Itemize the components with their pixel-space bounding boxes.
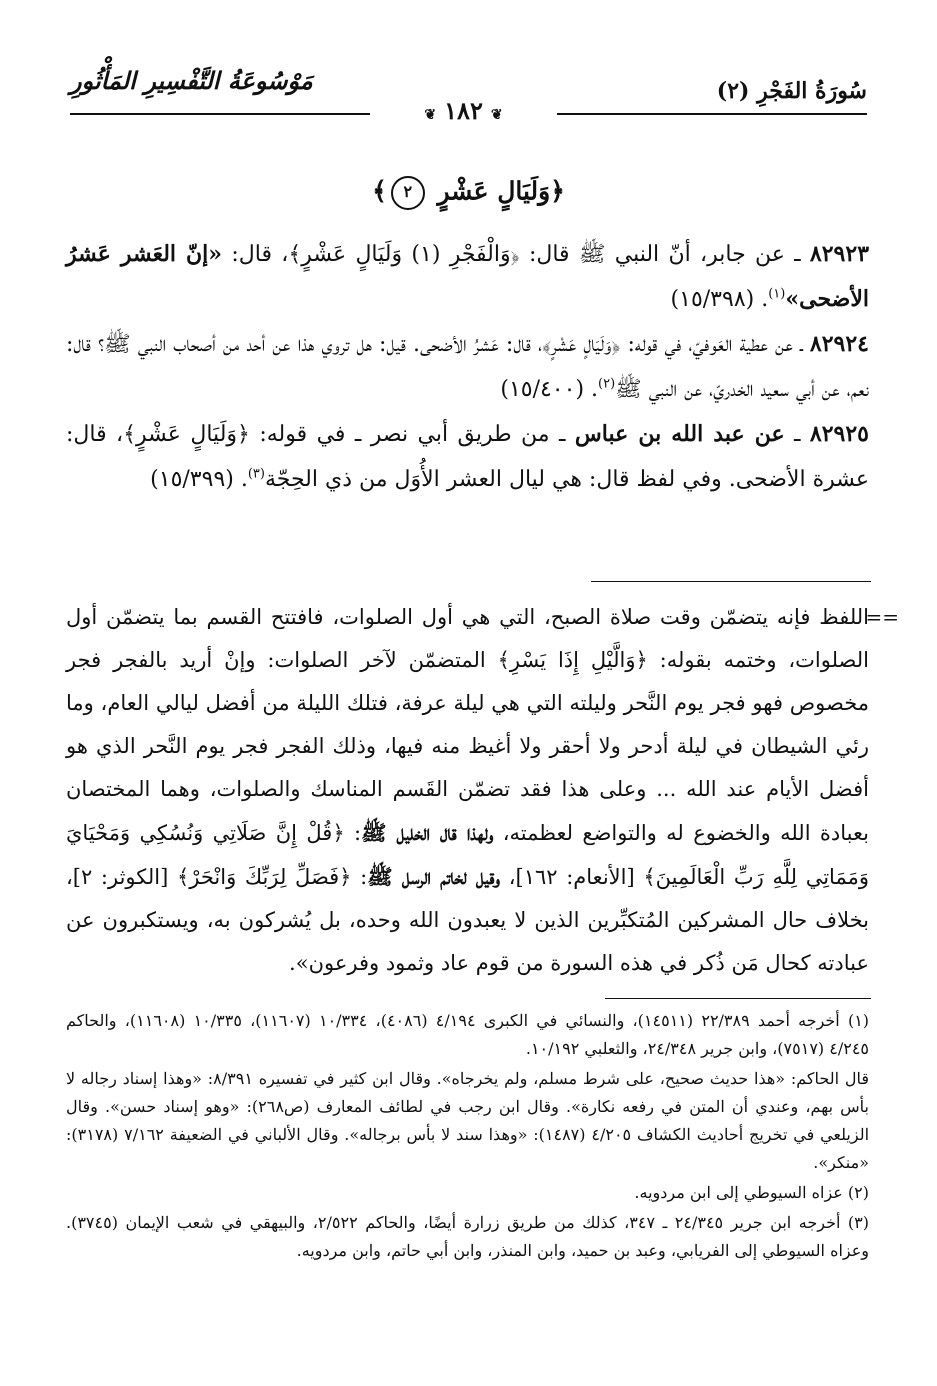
commentary-note (66, 596, 899, 985)
footnotes (66, 1007, 869, 1267)
entry-text: ـ (784, 422, 810, 447)
section-divider (591, 581, 871, 582)
header-rule (70, 96, 867, 125)
volume-reference: . (١٥/٤٠٠) (500, 377, 599, 402)
commentary-bold: ولهذا قال الخليل ﷺ (361, 820, 494, 845)
narrator-name: عن عبد الله بن عباس (574, 421, 785, 447)
narration-entry (66, 322, 869, 412)
narration-entry (66, 412, 869, 502)
page-number: ١٨٢ (444, 96, 483, 125)
entry-number: ٨٢٩٢٣ (809, 241, 870, 267)
volume-reference: . (١٥/٣٩٨) (670, 287, 769, 312)
commentary-text: اللفظ فإنه يتضمّن وقت صلاة الصبح، التي هي أول الصلوات، فافتتح القسم بما يتضمّن أول الصلوات، وختمه بقوله: ﴿وَالَّيْلِ إِذَا يَسْرِ﴾ المتضمّن لآخر الصلوات: وإنْ أريد بالفجر فجر مخصوص فهو فجر يوم النَّحر وليلته التي هي ليلة عرفة، فتلك الليلة من أفضل ليالي العام، وما رئي الشيطان في ليلة أدحر ولا أحقر ولا أغيظ منه فيها، وذلك الفجر فجر يوم النَّحر الذي هو أفضل الأيام عند الله ... وعلى هذا فقد تضمّن القَسم المناسك والصلوات، وهما المختصان بعبادة الله والخضوع له والتواضع لعظمته، (66, 605, 869, 845)
surah-title: سُورَةُ الفَجْرِ (٢) (716, 78, 867, 104)
footnote-divider (605, 998, 871, 999)
entry-text: ـ عن عطية العَوفيّ، في قوله: ﴿وَلَيَالٍ عَشْرٍ﴾، قال: عَشرُ الأضحى. قيل: هل تروي هذا عن أحد من أصحاب النبي ﷺ؟ قال: نعم، عن أبي سعيد الخدريّ، عن النبي ﷺ (66, 332, 869, 402)
volume-reference: . (١٥/٣٩٩) (150, 467, 248, 492)
narrations (66, 232, 869, 502)
footnote: (٣) أخرجه ابن جرير ٢٤/٣٤٥ ـ ٣٤٧، كذلك من طريق زرارة أيضًا، والحاكم ٢/٥٢٢، والبيهقي في شعب الإيمان (٣٧٤٥). وعزاه السيوطي إلى الفريابي، وعبد بن حميد، وابن المنذر، وابن أبي حاتم، وابن مردويه. (66, 1213, 869, 1260)
verse-close-bracket: ﴾ (372, 176, 387, 206)
verse-text: وَلَيَالٍ عَشْرٍ (437, 176, 551, 206)
page-number-group (370, 96, 557, 125)
footnote-mark[interactable]: (١) (768, 286, 786, 302)
commentary-text: : ﴿فَصَلِّ لِرَبِّكَ وَانْحَرْ﴾ [الكوثر: ٢]، بخلاف حال المشركين المُتكبِّرين الذين لا يعبدون الله وحده، بل يُشركون به، ويستكبرون عن عبادته كحال مَن ذُكر في هذه السورة من قوم عاد وثمود وفرعون». (66, 865, 869, 975)
ornament-icon: ❦ (490, 107, 503, 123)
footnote: قال الحاكم: «هذا حديث صحيح، على شرط مسلم، ولم يخرجاه». وقال ابن كثير في تفسيره ٨/٣٩١: «وهذا إسناد رجاله لا بأس بهم، وعندي أن المتن في رفعه نكارة». وقال ابن رجب في لطائف المعارف (ص٢٦٨): «وهو إسناد حسن». وقال الزيلعي في تخريج أحاديث الكشاف ٤/٢٠٥ (١٤٨٧): «وهذا سند لا بأس برجاله». وقال الألباني في الضعيفة ٧/١٦٢ (٣١٧٨): «منكر». (66, 1069, 870, 1172)
series-title: مَوْسُوعَةُ التَّفْسِيرِ المَأْثُورِ (70, 66, 313, 95)
footnote-mark[interactable]: (٣) (247, 466, 265, 482)
header-rule-left (70, 113, 370, 115)
entry-text: ـ عن جابر، أنّ النبي ﷺ قال: ﴿وَالْفَجْرِ (١) وَلَيَالٍ عَشْرٍ﴾، قال: (222, 242, 810, 267)
header-rule-right (557, 113, 867, 115)
footnote: (٢) عزاه السيوطي إلى ابن مردويه. (634, 1183, 869, 1202)
entry-number: ٨٢٩٢٤ (809, 331, 869, 357)
footnote: (١) أخرجه أحمد ٢٢/٣٨٩ (١٤٥١١)، والنسائي في الكبرى ٤/١٩٤ (٤٠٨٦)، ١٠/٣٣٤ (١١٦٠٧)، ١٠/٣٣٥ (١١٦٠٨)، والحاكم ٤/٢٤٥ (٧٥١٧)، وابن جرير ٢٤/٣٤٨، والثعلبي ١٠/١٩٢. (66, 1011, 870, 1058)
ornament-icon: ❦ (424, 107, 437, 123)
verse-open-bracket: ﴿ (550, 176, 565, 206)
running-header (70, 66, 867, 125)
commentary-bold: وقيل لخاتم الرسل ﷺ (367, 864, 501, 889)
verse-number-badge: ٢ (391, 176, 425, 210)
commentary-text: : ﴿قُلْ إِنَّ صَلَاتِي وَنُسُكِي وَمَحْيَايَ وَمَمَاتِي لِلَّهِ رَبِّ الْعَالَمِينَ﴾ [الأنعام: ١٦٢]، (66, 821, 869, 889)
entry-text: ـ من طريق أبي نصر ـ في قوله: ﴿وَلَيَالٍ عَشْرٍ﴾، قال: عشرة الأضحى. وفي لفظ قال: هي ليال العشر الأُوَل من ذي الحِجّة (66, 422, 869, 492)
verse-heading (0, 176, 937, 210)
narration-entry (66, 232, 869, 322)
footnote-mark[interactable]: (٢) (598, 376, 616, 392)
entry-quote: «إنّ العَشر عَشرُ الأضحى» (66, 241, 869, 312)
continuation-mark: == (865, 605, 899, 629)
entry-number: ٨٢٩٢٥ (809, 421, 869, 447)
